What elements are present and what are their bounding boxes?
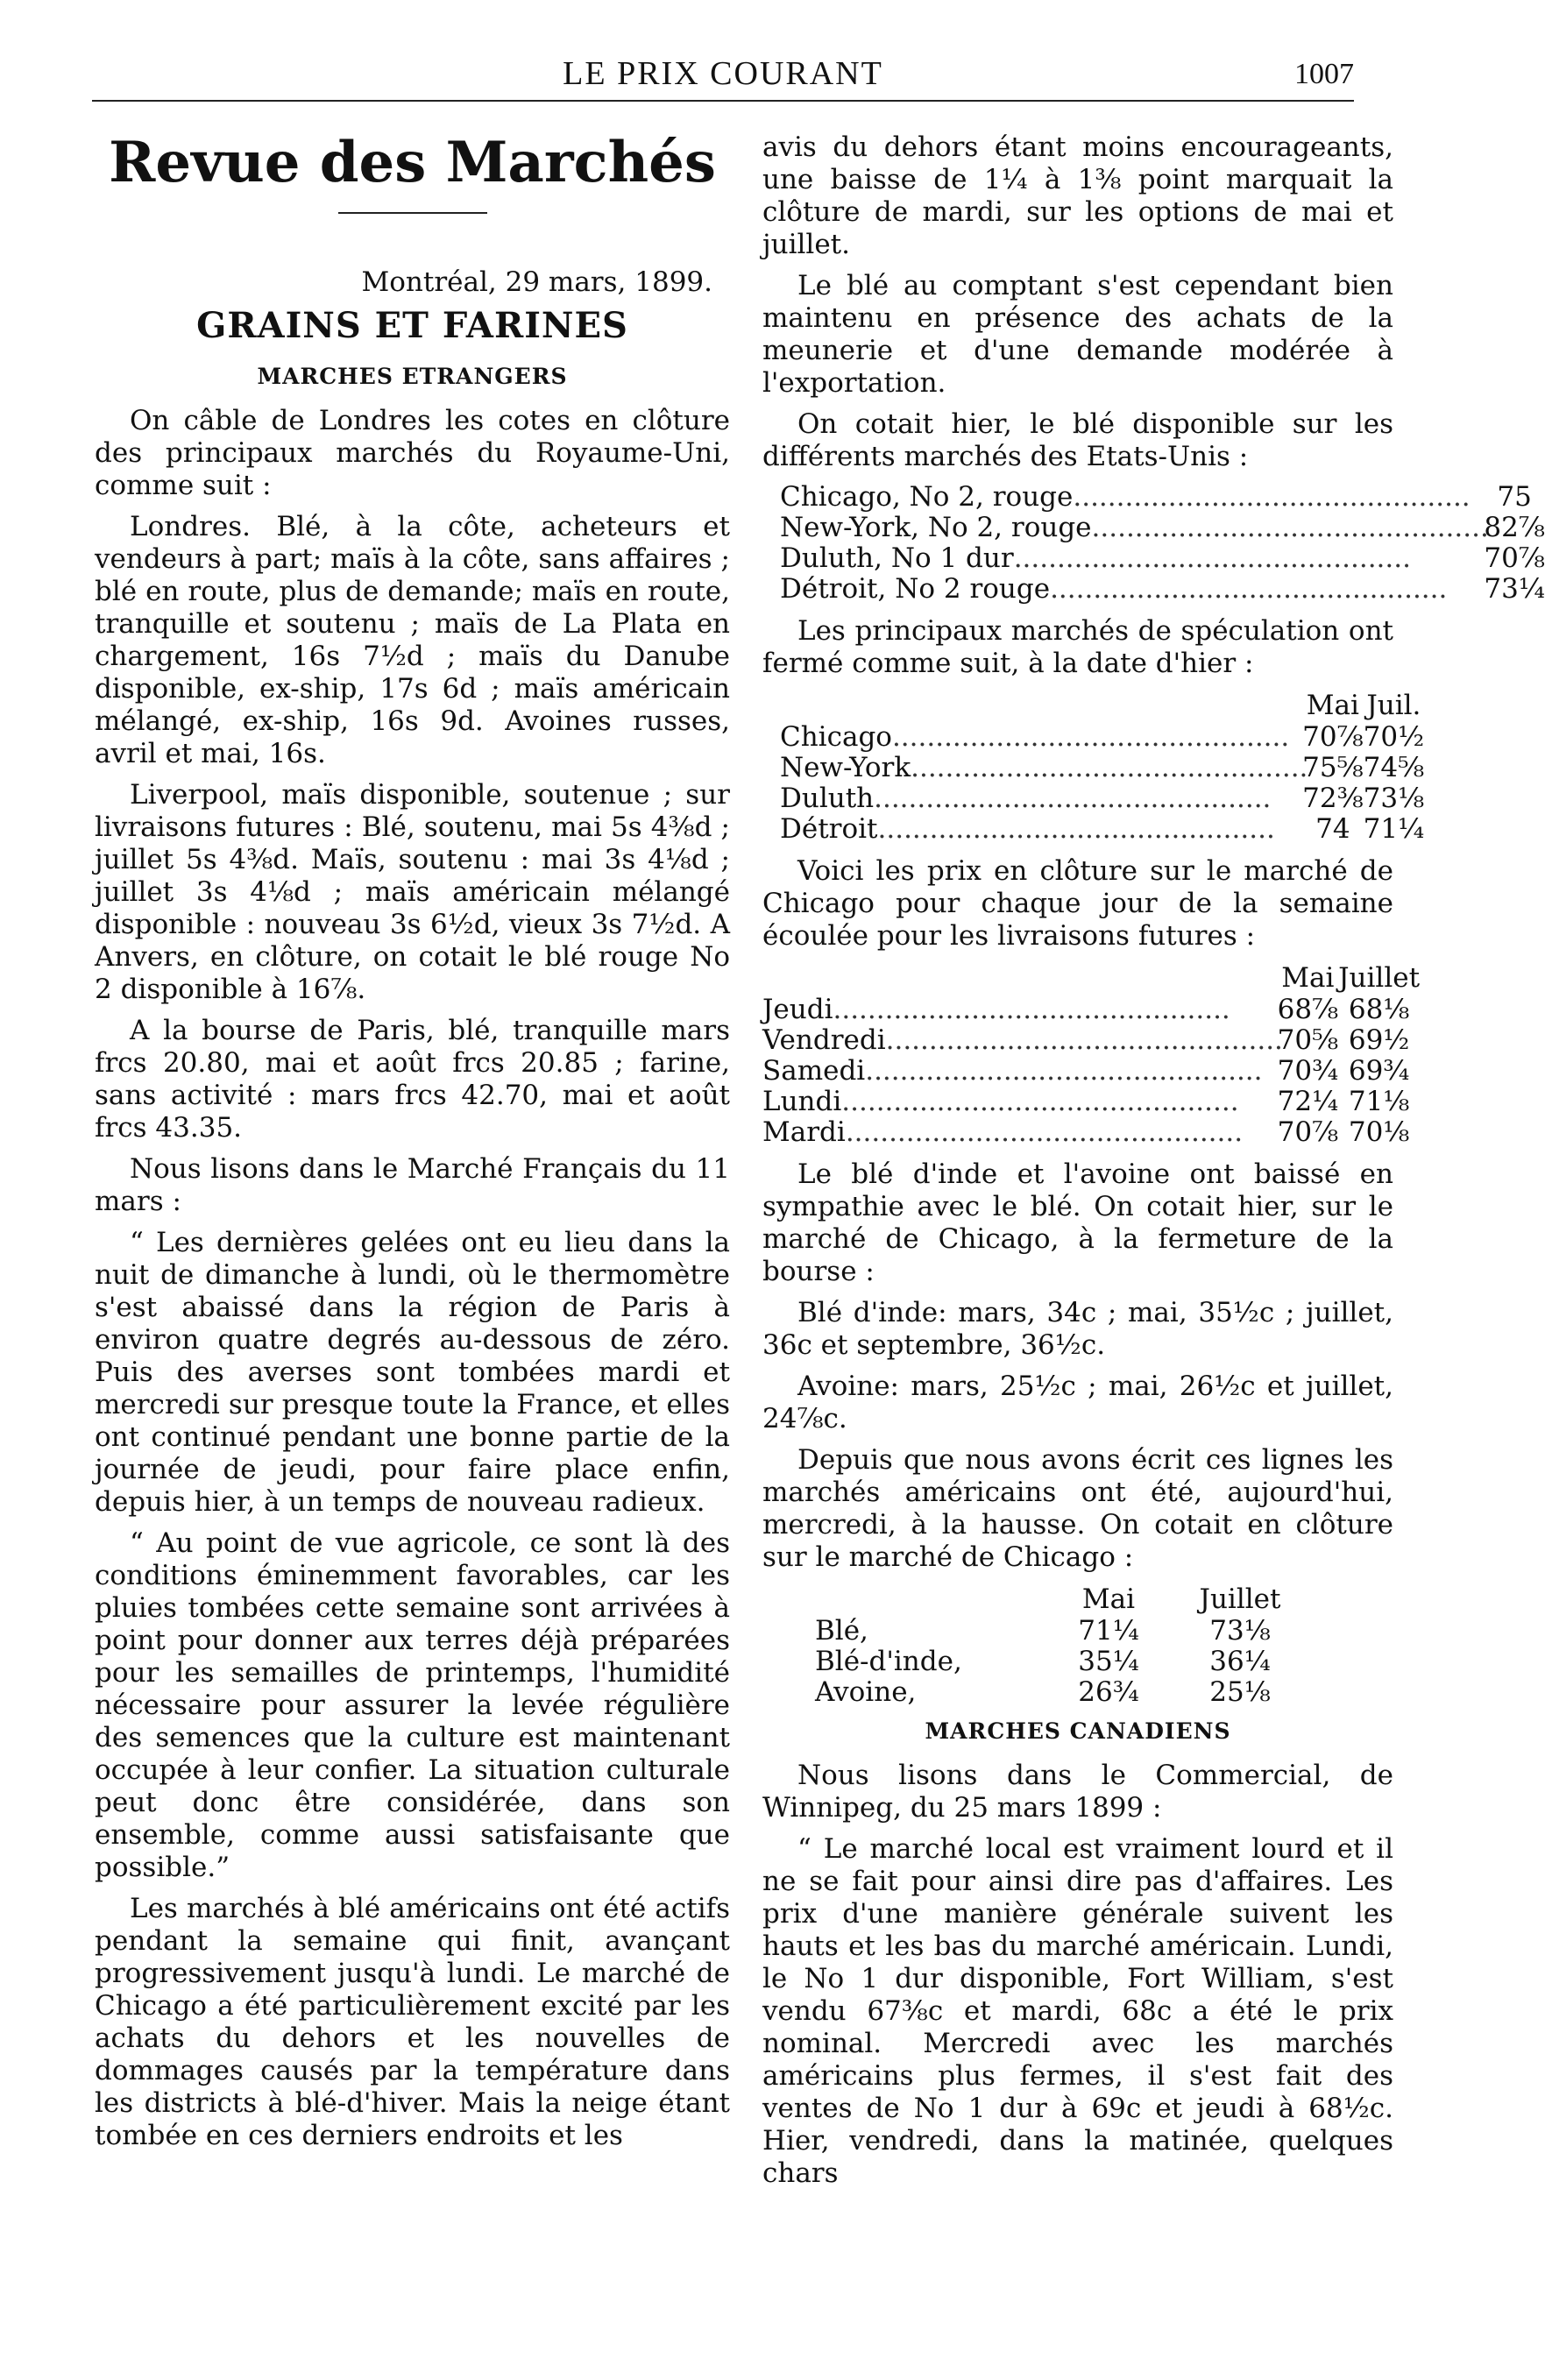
dot-leader: ..............................................	[877, 813, 1275, 845]
row-label	[762, 1024, 1283, 1056]
row-label-text: New-York, No 2, rouge	[780, 512, 1092, 543]
paragraph: Depuis que nous avons écrit ces lignes les marchés américains ont été, aujourd'hui, mercredi, à la hausse. On cotait en clôture sur le marché de Chicago :	[762, 1444, 1393, 1573]
july-value: 73⅛	[1209, 1615, 1271, 1647]
table-row	[815, 1647, 1306, 1677]
paragraph: Voici les prix en clôture sur le marché de Chicago pour chaque jour de la semaine écoulée pour les livraisons futures :	[762, 855, 1393, 952]
paragraph: Nous lisons dans le Marché Français du 11 mars :	[95, 1153, 730, 1217]
july-value: 70⅛	[1348, 1116, 1410, 1148]
may-value: 75⅝	[1302, 752, 1364, 783]
paragraph: On cotait hier, le blé disponible sur les différents marchés des Etats-Unis :	[762, 408, 1393, 472]
row-label	[780, 722, 1302, 753]
article-title: Revue des Marchés	[109, 130, 716, 195]
subsection-heading: MARCHES ETRANGERS	[257, 364, 568, 389]
row-label	[780, 512, 1489, 543]
july-value: 69½	[1348, 1024, 1410, 1056]
paragraph: Nous lisons dans le Commercial, de Winnipeg, du 25 mars 1899 :	[762, 1760, 1393, 1824]
dot-leader: ..............................................	[1091, 512, 1489, 543]
row-label	[780, 574, 1484, 605]
table-header-row	[780, 689, 1424, 722]
row-label-text: Duluth, No 1 dur	[780, 542, 1014, 574]
paragraph: Les principaux marchés de spéculation ont fermé comme suit, à la date d'hier :	[762, 615, 1393, 679]
header-rule	[92, 100, 1354, 102]
section-heading: GRAINS ET FARINES	[196, 305, 628, 346]
row-label-text: Duluth	[780, 783, 875, 814]
dot-leader: ..............................................	[841, 1086, 1239, 1117]
july-value: 70½	[1363, 721, 1425, 753]
paragraph: Le blé au comptant s'est cependant bien maintenu en présence des achats de la meunerie et d'une demande modérée à l'exportation.	[762, 270, 1393, 399]
row-label-text: Vendredi	[762, 1024, 886, 1056]
title-rule	[338, 212, 487, 214]
july-value: 73⅛	[1363, 783, 1425, 814]
paragraph: Avoine: mars, 25½c ; mai, 26½c et juillet, 24⅞c.	[762, 1371, 1393, 1434]
table-row	[762, 1056, 1420, 1087]
price-value: 70⅞	[1484, 542, 1545, 574]
page-number: 1007	[1294, 58, 1354, 90]
july-value: 74⅝	[1363, 752, 1425, 783]
july-value: 71¼	[1363, 813, 1425, 845]
column-header: Mai	[1081, 1583, 1136, 1615]
may-value: 70⅞	[1302, 721, 1364, 753]
may-value: 35¼	[1078, 1646, 1139, 1677]
quote-paragraph: “ Le marché local est vraiment lourd et il ne se fait pour ainsi dire pas d'affaires. Les prix d'une manière générale suivent les hauts et les bas du marché américain. Lundi, le No 1 dur disponible, Fort William, s'est vendu 67⅜c et mardi, 68c a été le prix nominal. Mercredi avec les marchés américains plus fermes, il s'est fait des ventes de No 1 dur à 69c et jeudi à 68½c. Hier, vendredi, dans la matinée, quelques chars	[762, 1833, 1393, 2189]
price-value: 73¼	[1484, 573, 1545, 605]
paragraph: Les marchés à blé américains ont été actifs pendant la semaine qui finit, avançant progressivement jusqu'à lundi. Le marché de Chicago a été particulièrement excité par les achats du dehors et les nouvelles de dommages causés par la température dans les districts à blé-d'hiver. Mais la neige étant tombée en ces derniers endroits et les	[95, 1893, 730, 2151]
paragraph: Blé d'inde: mars, 34c ; mai, 35½c ; juillet, 36c et septembre, 36½c.	[762, 1297, 1393, 1361]
dot-leader: ..............................................	[1013, 542, 1411, 574]
quote-paragraph: “ Au point de vue agricole, ce sont là des conditions éminemment favorables, car les pluies tombées cette semaine sont arrivées à point pour donner aux terres déjà préparées pour les semailles de printemps, l'humidité nécessaire pour assurer la levée régulière des semences que la culture est maintenant occupée à leur confier. La situation culturale peut donc être considérée, dans son ensemble, comme aussi satisfaisante que possible.”	[95, 1527, 730, 1883]
row-label: Avoine,	[815, 1676, 917, 1708]
table-row	[780, 513, 1545, 543]
table-row	[780, 574, 1545, 605]
may-value: 70⅝	[1277, 1024, 1339, 1056]
paragraph: Le blé d'inde et l'avoine ont baissé en sympathie avec le blé. On cotait hier, sur le marché de Chicago, à la fermeture de la bourse :	[762, 1158, 1393, 1287]
dot-leader: ..............................................	[1073, 481, 1471, 513]
paragraph: Liverpool, maïs disponible, soutenue ; sur livraisons futures : Blé, soutenu, mai 5s 4⅜d ; juillet 5s 4⅜d. Maïs, soutenu : mai 3s 4⅛d ; juillet 3s 4⅛d ; maïs américain mélangé disponible : nouveau 3s 6½d, vieux 3s 7½d. A Anvers, en clôture, on cotait le blé rouge No 2 disponible à 16⅞.	[95, 779, 730, 1005]
paragraph: A la bourse de Paris, blé, tranquille mars frcs 20.80, mai et août frcs 20.85 ; farine, sans activité : mars frcs 42.70, mai et août frcs 43.35.	[95, 1015, 730, 1144]
row-label	[762, 1117, 1278, 1148]
table-row	[762, 1117, 1420, 1148]
table-row	[815, 1677, 1306, 1708]
dot-leader: ..............................................	[885, 1024, 1283, 1056]
row-label-text: Chicago, No 2, rouge	[780, 481, 1074, 513]
dot-leader: ..............................................	[1050, 573, 1448, 605]
may-value: 72⅜	[1302, 783, 1364, 814]
table-row	[780, 753, 1424, 783]
row-label-text: Détroit, No 2 rouge	[780, 573, 1051, 605]
row-label-text: Chicago	[780, 721, 892, 753]
quote-paragraph: “ Les dernières gelées ont eu lieu dans la nuit de dimanche à lundi, où le thermomètre s'est abaissé dans la région de Paris à environ quatre degrés au-dessous de zéro. Puis des averses sont tombées mardi et mercredi sur presque toute la France, et elles ont continué pendant une bonne partie de la journée de jeudi, pour faire place enfin, depuis hier, à un temps de nouveau radieux.	[95, 1227, 730, 1518]
july-value: 69¾	[1348, 1055, 1410, 1087]
daily-price-table	[762, 961, 1421, 1148]
july-value: 68⅛	[1348, 994, 1410, 1025]
dateline: Montréal, 29 mars, 1899.	[361, 266, 712, 298]
may-value: 72¼	[1277, 1086, 1339, 1117]
dot-leader: ..............................................	[911, 752, 1308, 783]
column-header: Mai	[1281, 962, 1335, 994]
column-header: Juillet	[1199, 1583, 1281, 1615]
july-value: 36¼	[1209, 1646, 1271, 1677]
subsection-heading: MARCHES CANADIENS	[925, 1718, 1231, 1744]
july-value: 71⅛	[1348, 1086, 1410, 1117]
dot-leader: ..............................................	[891, 721, 1290, 753]
dot-leader: ..............................................	[874, 783, 1272, 814]
may-value: 70¾	[1277, 1055, 1339, 1087]
row-label	[780, 814, 1302, 845]
row-label-text: Détroit	[780, 813, 878, 845]
dot-leader: ..............................................	[865, 1055, 1263, 1087]
price-value: 82⅞	[1484, 512, 1545, 543]
table-row	[762, 995, 1420, 1025]
row-label: Blé-d'inde,	[815, 1646, 962, 1677]
row-label-text: Lundi	[762, 1086, 842, 1117]
row-label: Blé,	[815, 1615, 868, 1647]
table-header-row	[815, 1583, 1306, 1616]
may-value: 68⅞	[1277, 994, 1339, 1025]
table-row	[762, 1025, 1420, 1056]
row-label	[762, 1056, 1278, 1087]
table-row	[815, 1616, 1306, 1647]
price-value: 75	[1497, 481, 1532, 513]
may-value: 26¾	[1078, 1676, 1139, 1708]
july-value: 25⅛	[1209, 1676, 1271, 1708]
table-header-row	[762, 961, 1420, 995]
column-header: Mai	[1306, 690, 1359, 721]
header-spacer	[815, 1583, 1043, 1616]
row-label-text: Samedi	[762, 1055, 866, 1087]
paragraph: Londres. Blé, à la côte, acheteurs et vendeurs à part; maïs à la côte, sans affaires ; blé en route, plus de demande; maïs en route, tranquille et soutenu ; maïs de La Plata en chargement, 16s 7½d ; maïs du Danube disponible, ex-ship, 17s 6d ; maïs américain mélangé, ex-ship, 16s 9d. Avoines russes, avril et mai, 16s.	[95, 511, 730, 769]
row-label	[780, 482, 1484, 513]
publication-title: LE PRIX COURANT	[563, 55, 883, 92]
paragraph: avis du dehors étant moins encourageants, une baisse de 1¼ à 1⅜ point marquait la clôture de mardi, sur les options de mai et juillet.	[762, 131, 1393, 260]
dot-leader: ..............................................	[845, 1116, 1244, 1148]
may-value: 74	[1315, 813, 1350, 845]
table-row	[780, 543, 1545, 574]
row-label-text: Jeudi	[762, 994, 833, 1025]
page-header	[92, 51, 1354, 105]
column-header: Juil.	[1366, 690, 1421, 721]
row-label-text: Mardi	[762, 1116, 846, 1148]
header-spacer	[780, 689, 1302, 722]
may-value: 71¼	[1078, 1615, 1139, 1647]
speculation-table	[780, 689, 1425, 845]
table-row	[780, 783, 1424, 814]
table-row	[762, 1087, 1420, 1117]
table-row	[780, 722, 1424, 753]
may-value: 70⅞	[1277, 1116, 1339, 1148]
dot-leader: ..............................................	[833, 994, 1230, 1025]
row-label	[762, 995, 1278, 1025]
row-label	[762, 1087, 1278, 1117]
closing-price-table	[815, 1583, 1393, 1708]
right-column	[762, 131, 1545, 2199]
table-row	[780, 814, 1424, 845]
header-spacer	[762, 961, 1278, 995]
row-label	[780, 543, 1484, 574]
left-column	[95, 131, 730, 2161]
column-header: Juillet	[1338, 962, 1421, 994]
row-label	[780, 752, 1308, 783]
row-label	[780, 783, 1302, 814]
paragraph: On câble de Londres les cotes en clôture des principaux marchés du Royaume-Uni, comme suit :	[95, 405, 730, 501]
spot-price-table	[780, 481, 1545, 605]
row-label-text: New-York	[780, 752, 911, 783]
table-row	[780, 482, 1545, 513]
